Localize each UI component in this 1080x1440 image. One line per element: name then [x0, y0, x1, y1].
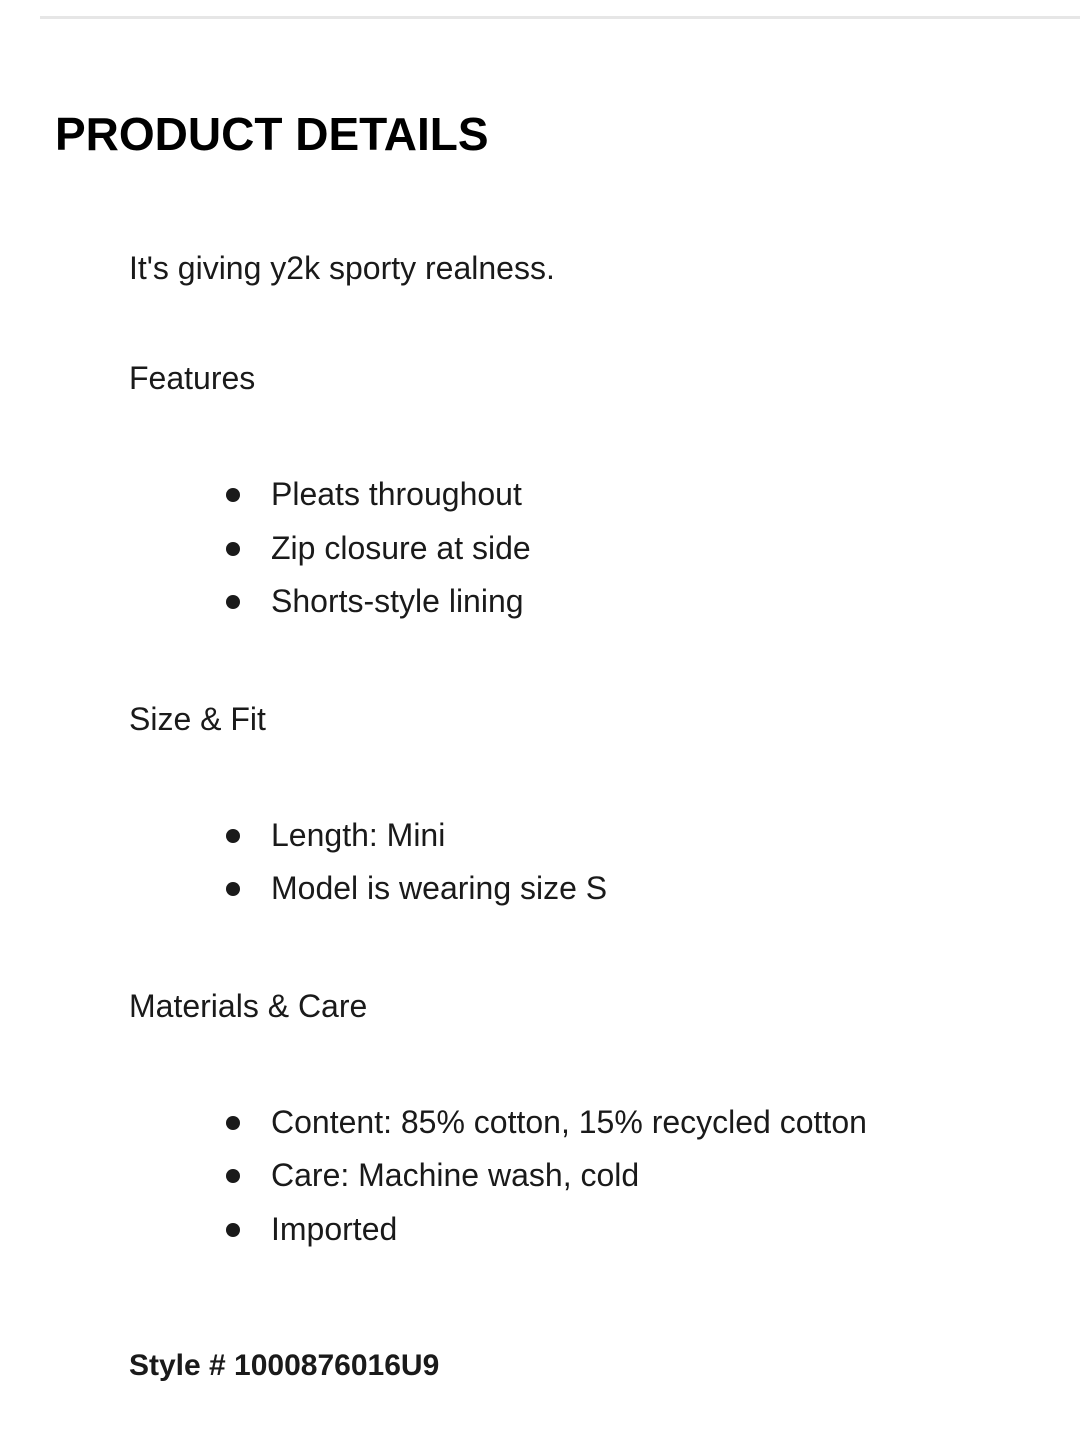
list-item-text: Care: Machine wash, cold [271, 1157, 640, 1193]
section-heading-materials-care: Materials & Care [129, 987, 368, 1024]
features-list [129, 468, 1049, 629]
list-item [129, 468, 1049, 522]
section-heading-features: Features [129, 360, 256, 396]
page-title: PRODUCT DETAILS [55, 108, 489, 160]
list-item-text: Length: Mini [271, 816, 446, 853]
list-item-text: Imported [271, 1210, 398, 1247]
bullet-icon [226, 1169, 240, 1183]
bullet-icon [226, 1223, 240, 1237]
list-item [129, 809, 1049, 863]
list-item-text: Model is wearing size S [271, 870, 608, 906]
bullet-icon [226, 829, 240, 843]
bullet-icon [226, 542, 240, 556]
materials-care-list [129, 1096, 1049, 1257]
bullet-icon [226, 1116, 240, 1130]
list-item [129, 1149, 1049, 1203]
list-item [129, 862, 1049, 916]
list-item [129, 1096, 1049, 1150]
list-item-text: Content: 85% cotton, 15% recycled cotton [271, 1103, 867, 1140]
product-tagline: It's giving y2k sporty realness. [129, 250, 555, 286]
list-item-text: Pleats throughout [271, 476, 522, 512]
product-details-content [129, 248, 1049, 1326]
bullet-icon [226, 488, 240, 502]
top-divider [40, 16, 1080, 19]
size-fit-list [129, 809, 1049, 916]
style-number: Style # 1000876016U9 [129, 1349, 440, 1382]
list-item-text: Zip closure at side [271, 529, 531, 566]
list-item [129, 1203, 1049, 1257]
list-item [129, 575, 1049, 629]
bullet-icon [226, 595, 240, 609]
list-item [129, 522, 1049, 576]
list-item-text: Shorts-style lining [271, 583, 524, 619]
bullet-icon [226, 882, 240, 896]
section-heading-size-fit: Size & Fit [129, 700, 266, 737]
